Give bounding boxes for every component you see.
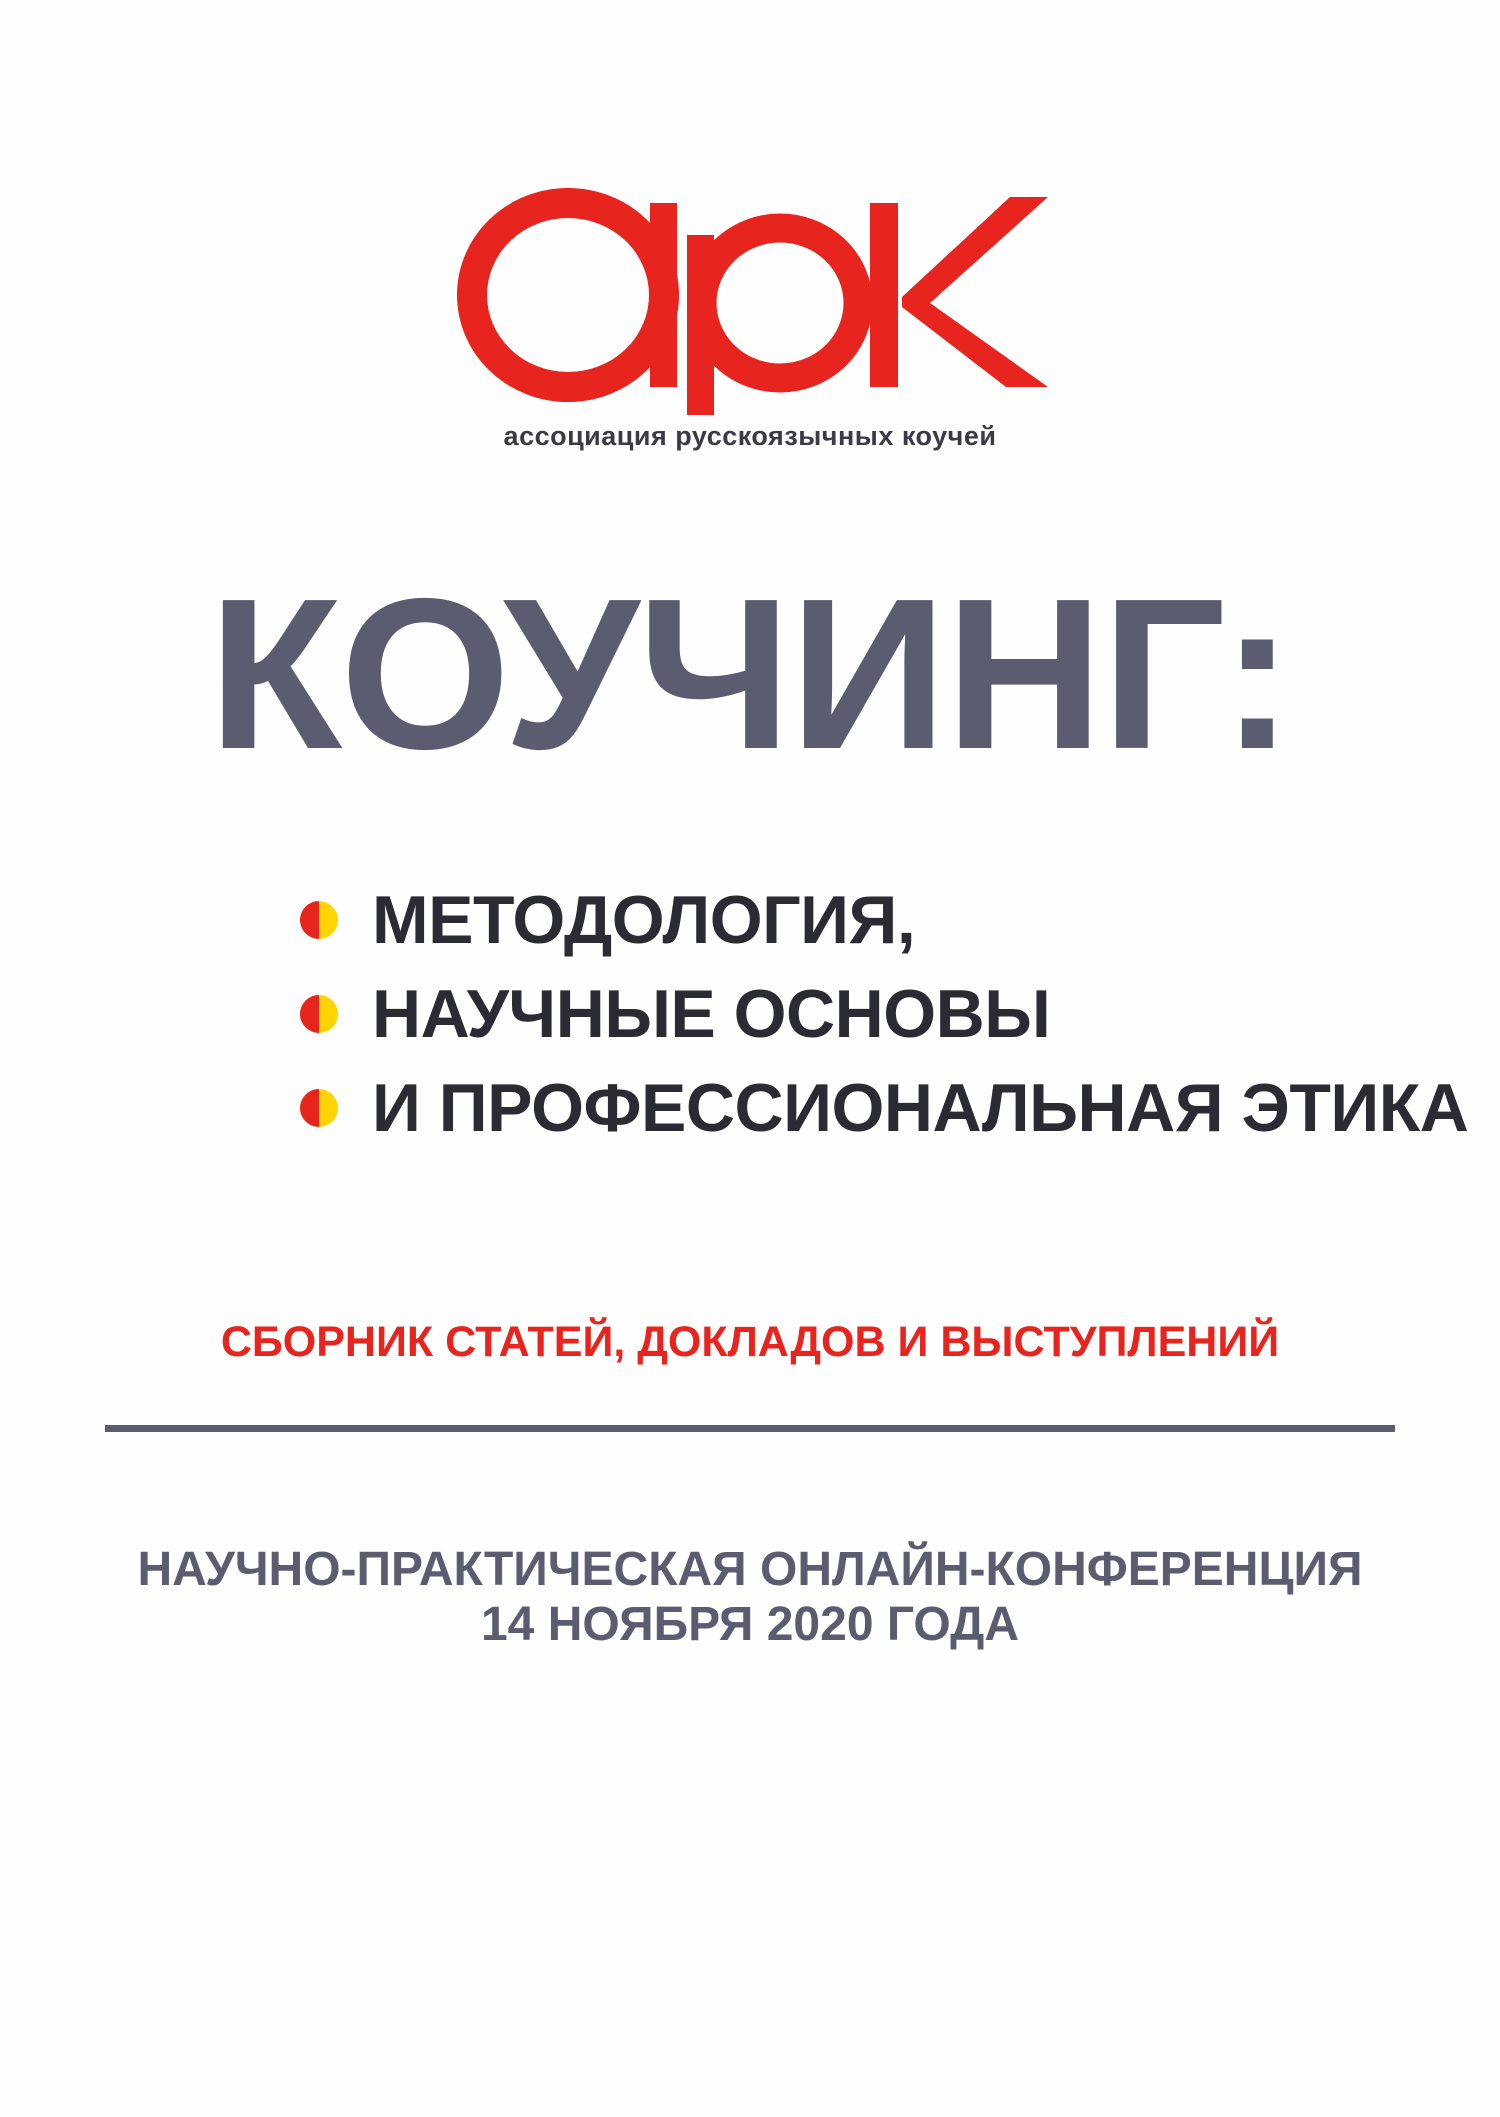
subtitle-label: И ПРОФЕССИОНАЛЬНАЯ ЭТИКА bbox=[372, 1070, 1469, 1147]
subtitle-label: НАУЧНЫЕ ОСНОВЫ bbox=[372, 976, 1051, 1053]
event-date: 14 НОЯБРЯ 2020 ГОДА bbox=[480, 1598, 1019, 1652]
subtitle-list bbox=[170, 882, 1469, 1168]
page-title: КОУЧИНГ: bbox=[208, 553, 1292, 794]
list-item bbox=[300, 1070, 1469, 1147]
event-name: НАУЧНО-ПРАКТИЧЕСКАЯ ОНЛАЙН-КОНФЕРЕНЦИЯ bbox=[137, 1543, 1363, 1597]
footer-block bbox=[137, 1542, 1362, 1652]
bullet-icon bbox=[300, 1089, 338, 1127]
logo-block bbox=[430, 175, 1070, 452]
list-item bbox=[300, 882, 1330, 959]
list-item bbox=[300, 976, 1330, 1053]
bullet-icon bbox=[300, 901, 338, 939]
bullet-icon bbox=[300, 995, 338, 1033]
ark-logo-icon bbox=[450, 175, 1050, 415]
logo-caption: ассоциация русскоязычных коучей bbox=[503, 421, 997, 451]
subtitle-label: МЕТОДОЛОГИЯ, bbox=[372, 882, 916, 959]
divider bbox=[105, 1425, 1395, 1432]
collection-subtitle: СБОРНИК СТАТЕЙ, ДОКЛАДОВ И ВЫСТУПЛЕНИЙ bbox=[220, 1318, 1280, 1367]
